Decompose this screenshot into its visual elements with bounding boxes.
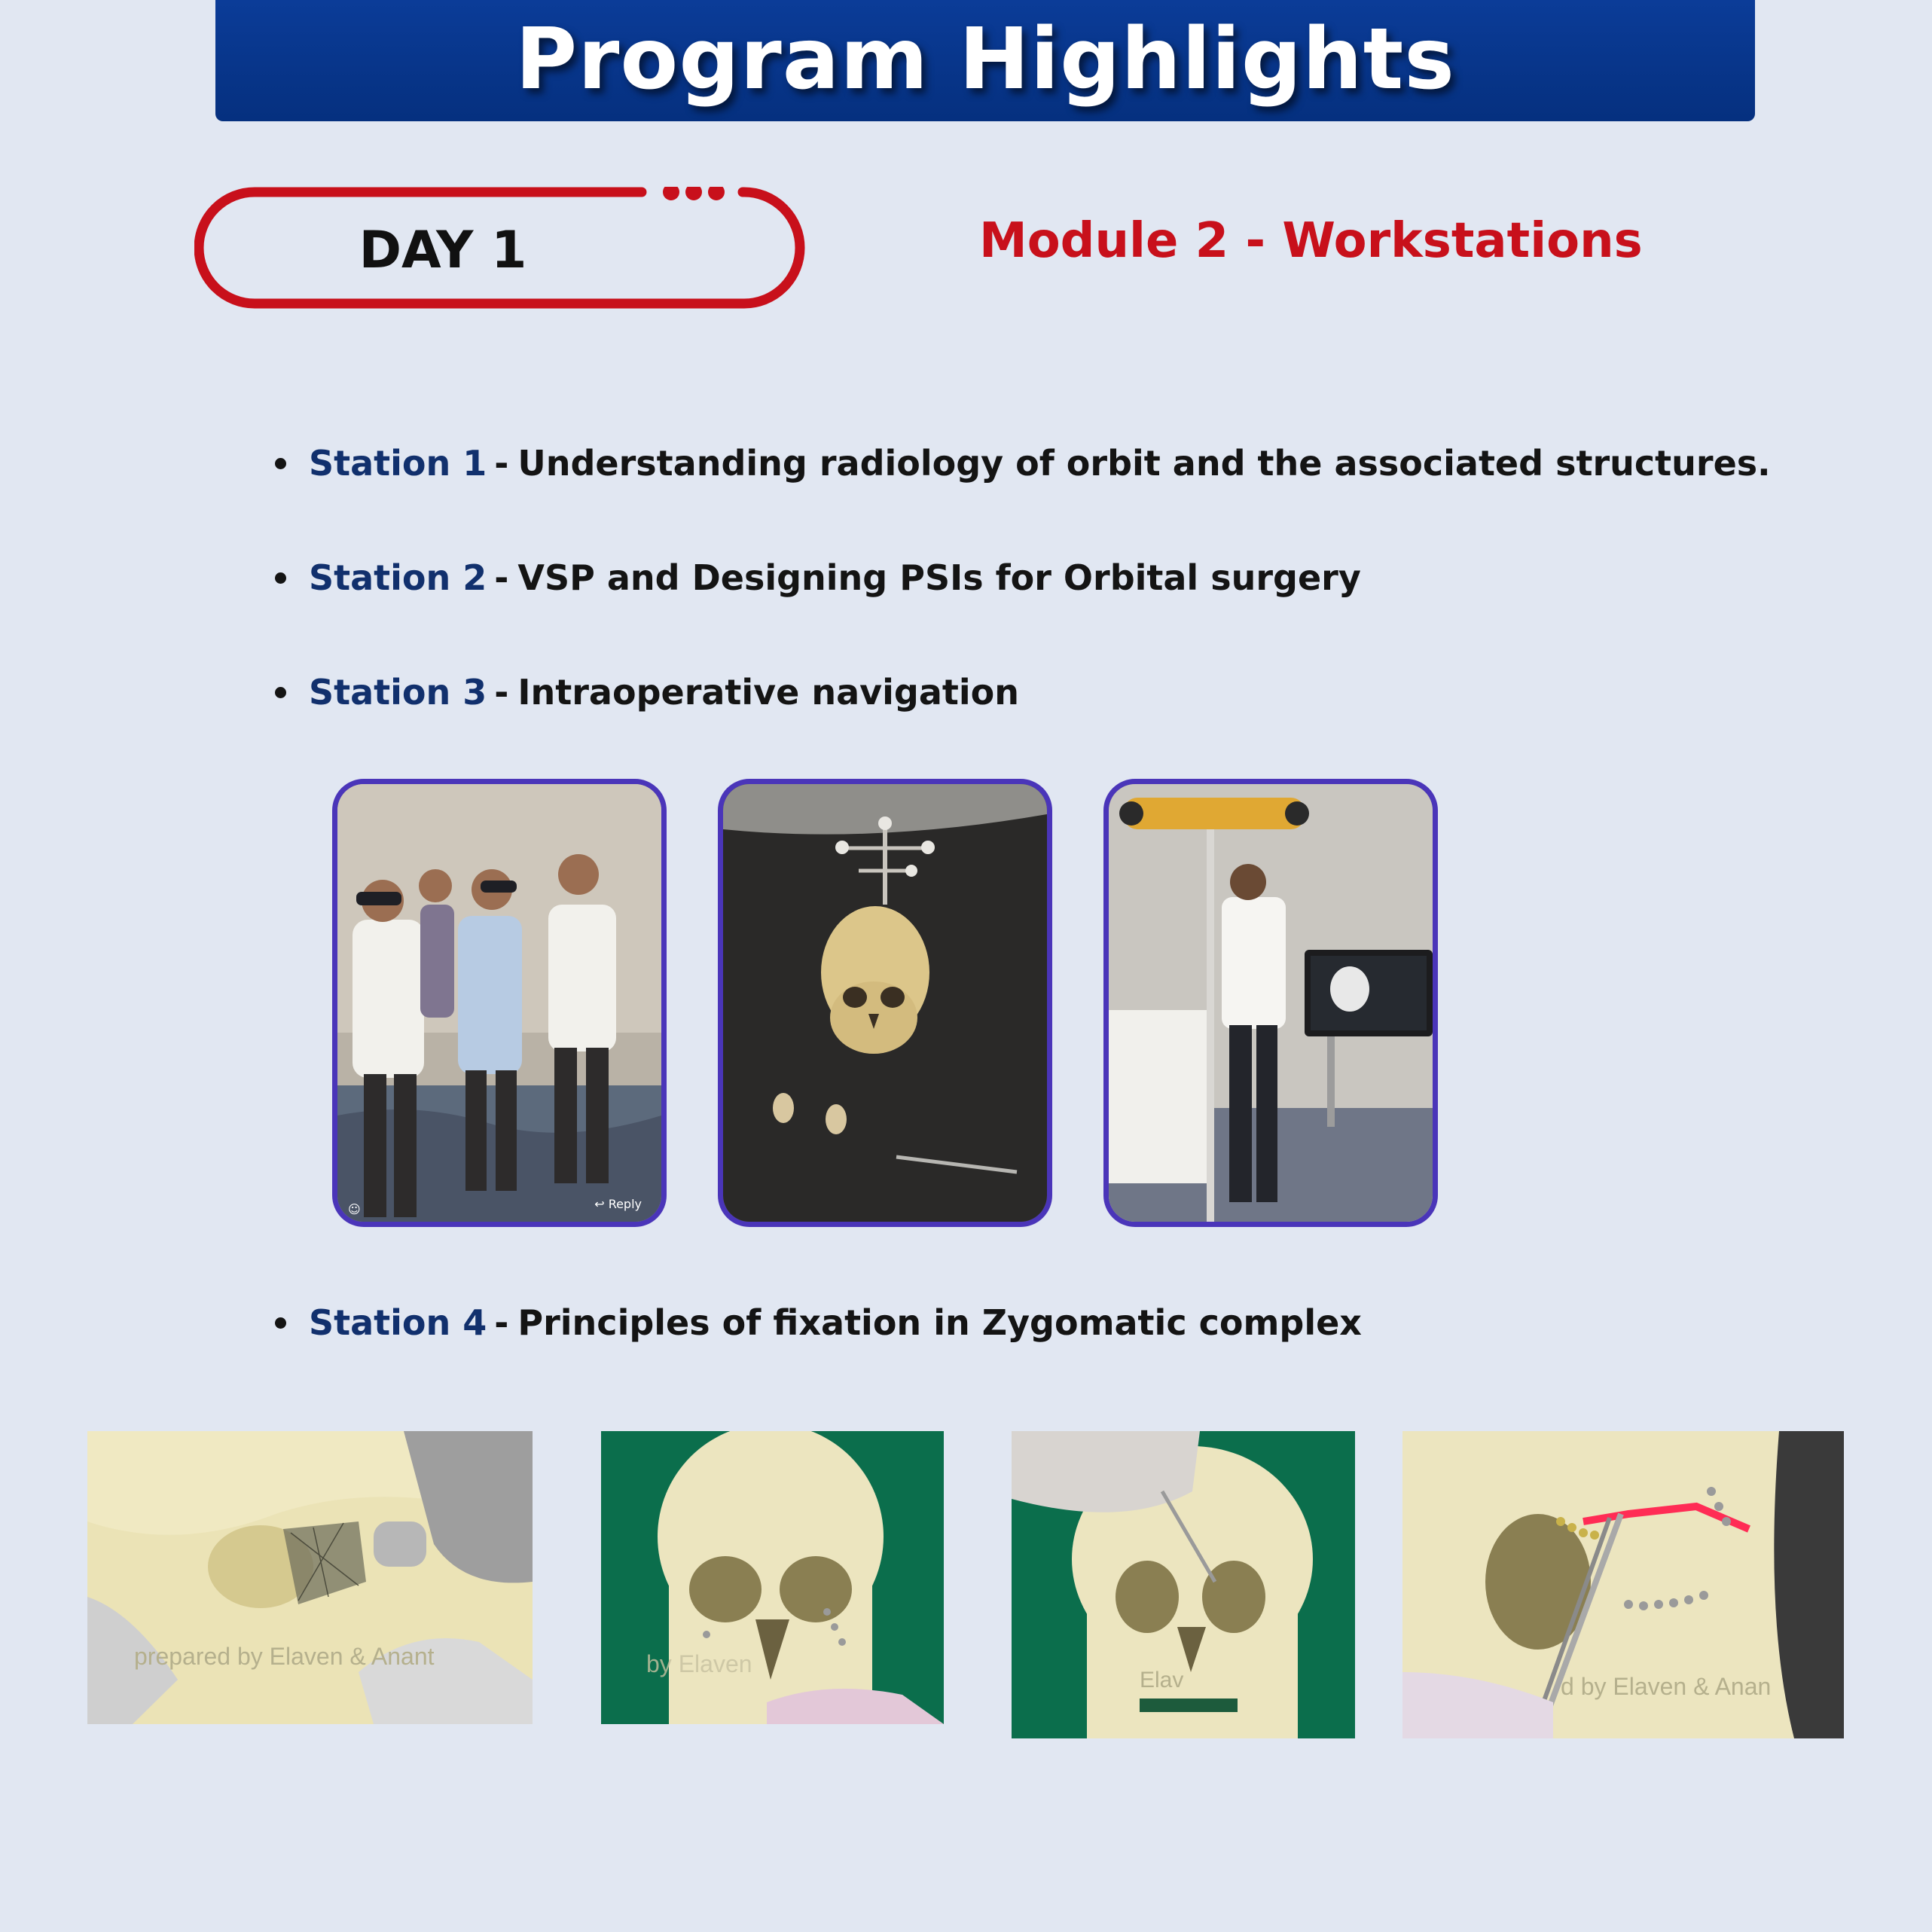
module-title: Module 2 - Workstations — [979, 213, 1643, 269]
skull-plating-with-driver-photo — [1012, 1431, 1355, 1738]
watermark-text: Elav — [1140, 1668, 1184, 1692]
station-separator: - — [494, 1302, 509, 1343]
station4-photo-1 — [87, 1431, 533, 1724]
station-separator: - — [494, 672, 509, 713]
station-name: Station 2 — [309, 557, 487, 598]
station3-photo-1 — [332, 779, 667, 1227]
reply-label: Reply — [608, 1197, 642, 1211]
station-separator: - — [494, 557, 509, 598]
zygoma-plate-fixation-photo — [1402, 1431, 1844, 1738]
station3-photo-2 — [718, 779, 1052, 1227]
station-description: Understanding radiology of orbit and the associated structures. — [517, 443, 1771, 484]
bullet-icon — [275, 687, 286, 698]
station-description: VSP and Designing PSIs for Orbital surgery — [517, 557, 1361, 598]
station-2-item — [275, 557, 1361, 598]
skull-with-navigation-array-photo — [723, 784, 1047, 1222]
svg-text:☺: ☺ — [348, 1202, 361, 1216]
station3-photo-3 — [1103, 779, 1438, 1227]
bullet-icon — [275, 1317, 286, 1329]
station-name: Station 4 — [309, 1302, 487, 1343]
station4-photo-3 — [1012, 1431, 1355, 1738]
day-badge — [194, 187, 807, 309]
bullet-icon — [275, 458, 286, 469]
watermark-text: by Elaven — [646, 1650, 752, 1677]
station4-photo-2 — [601, 1431, 944, 1724]
station-description: Principles of fixation in Zygomatic complex — [517, 1302, 1362, 1343]
station-name: Station 3 — [309, 672, 487, 713]
station-4-item — [275, 1302, 1362, 1343]
navigation-camera-and-monitor-photo — [1109, 784, 1433, 1222]
page-title: Program Highlights — [515, 10, 1455, 108]
station-description: Intraoperative navigation — [517, 672, 1019, 713]
station4-photo-4 — [1402, 1431, 1844, 1738]
watermark-text: prepared by Elaven & Anant — [134, 1643, 435, 1670]
bullet-icon — [275, 572, 286, 584]
day-label: DAY 1 — [359, 220, 527, 280]
reply-icon: ↩ — [594, 1197, 609, 1211]
station-3-item — [275, 672, 1019, 713]
attendees-with-headsets-photo — [337, 784, 661, 1222]
skull-with-plates-frontal-photo — [601, 1431, 944, 1724]
station-separator: - — [494, 443, 509, 484]
orbital-mesh-fixation-photo — [87, 1431, 533, 1724]
reply-overlay — [594, 1197, 642, 1211]
station-1-item — [275, 443, 1771, 484]
watermark-text: d by Elaven & Anan — [1561, 1673, 1772, 1700]
station-name: Station 1 — [309, 443, 487, 484]
header-banner — [215, 0, 1755, 121]
